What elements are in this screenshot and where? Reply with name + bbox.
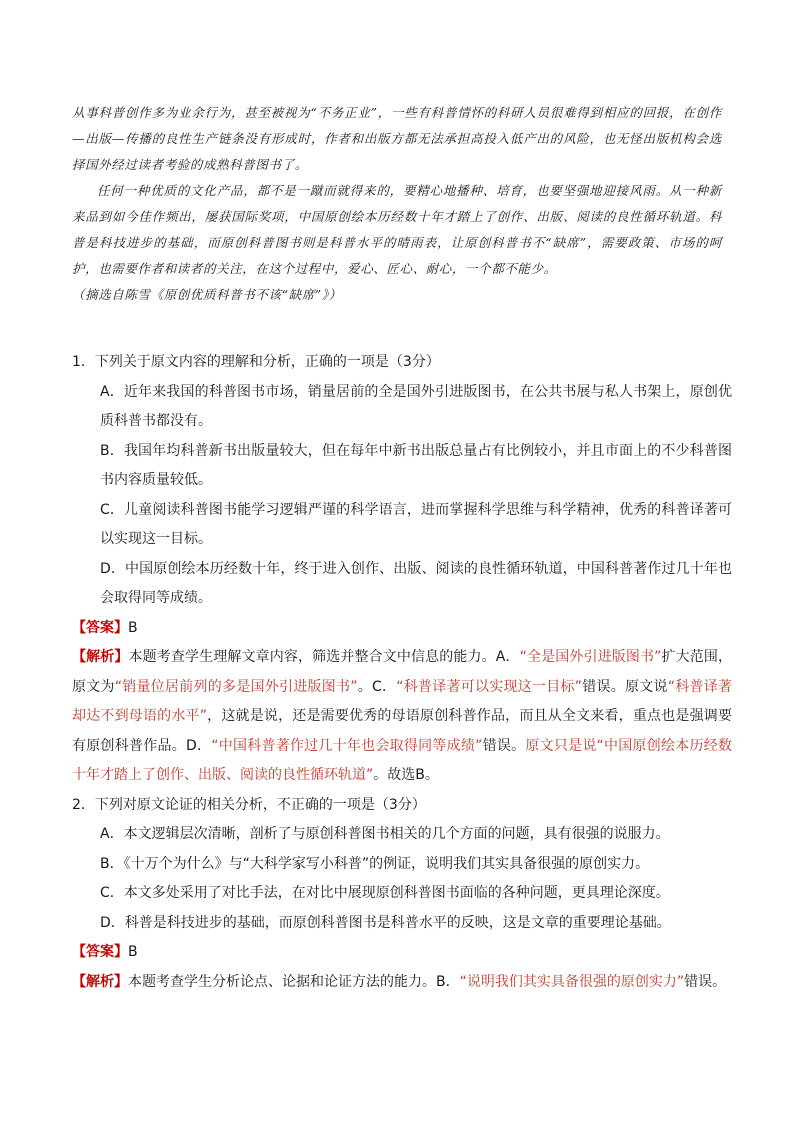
passage-paragraph: 从事科普创作多为业余行为，甚至被视为“不务正业”，一些有科普情怀的科研人员很难得到相应的回报，在创作—出版—传播的良性生产链条没有形成时，作者和出版方都无法承担高投入低产出的风险，也无怪出版机构会选择国外经过读者考验的成熟科普图书了。 xyxy=(72,105,722,172)
analysis-text: 错误。 xyxy=(684,973,727,990)
analysis-text: ，这就是说，还是需要优秀的母语原创科普作品，而且从全文来看，重点也是强调要有原创科普作品。D． xyxy=(72,708,732,754)
question-1-option-b: B．我国年均科普新书出版量较大，但在每年中新书出版总量占有比例较小，并且市面上的不少科普图书内容质量较低。 xyxy=(100,442,732,488)
analysis-tag: 【解析】 xyxy=(72,649,129,665)
analysis-text: 扩大范围，原文为 xyxy=(72,649,733,695)
analysis-quote: “科普译著可以实现这一目标” xyxy=(396,678,582,695)
question-2-option-a: A．本文逻辑层次清晰，剖析了与原创科普图书相关的几个方面的问题，具有很强的说服力。 xyxy=(100,826,670,842)
question-1-answer xyxy=(72,614,732,644)
answer-value: B xyxy=(128,944,138,960)
question-2-analysis xyxy=(72,968,732,998)
analysis-quote: “中国科普著作过几十年也会取得同等成绩” xyxy=(211,737,483,754)
question-1-option-c: C．儿童阅读科普图书能学习逻辑严谨的科学语言，进而掌握科学思维与科学精神，优秀的科普译著可以实现这一目标。 xyxy=(100,501,732,547)
analysis-text: 本题考查学生理解文章内容，筛选并整合文中信息的能力。A． xyxy=(128,649,520,665)
analysis-quote: “全是国外引进版图书” xyxy=(519,649,662,665)
analysis-quote: 原文只是说“中国原创绘本历经数十年才踏上了创作、出版、阅读的良性循环轨道” xyxy=(72,737,733,783)
analysis-quote: “说明我们其实具备很强的原创实力” xyxy=(459,973,685,990)
question-2-option-b: B．《十万个为什么》与“大科学家写小科普”的例证，说明我们其实具备很强的原创实力。 xyxy=(100,855,650,872)
question-1-analysis xyxy=(72,643,732,791)
answer-tag: 【答案】 xyxy=(72,619,128,636)
question-2-option-d: D．科普是科技进步的基础，而原创科普图书是科普水平的反映，这是文章的重要理论基础。 xyxy=(100,914,671,931)
analysis-quote: “销量位居前列的多是国外引进版图书” xyxy=(114,678,358,695)
question-2-option-c: C．本文多处采用了对比手法，在对比中展现原创科普图书面临的各种问题，更具理论深度。 xyxy=(100,885,670,901)
analysis-text: 。故选B。 xyxy=(373,767,439,783)
reading-passage xyxy=(72,100,722,308)
analysis-text: 。C． xyxy=(357,678,397,695)
analysis-text: 错误。 xyxy=(482,737,526,754)
analysis-quote: “科普译著却达不到母语的水平” xyxy=(72,678,732,724)
answer-value: B xyxy=(128,619,138,636)
question-1-option-a: A．近年来我国的科普图书市场，销量居前的全是国外引进版图书，在公共书展与私人书架上，原创优质科普书都没有。 xyxy=(100,383,732,429)
analysis-text: 错误。原文说 xyxy=(582,678,668,695)
question-section xyxy=(72,348,732,997)
analysis-tag: 【解析】 xyxy=(72,973,128,990)
passage-paragraph: 任何一种优质的文化产品，都不是一蹴而就得来的，要精心地播种、培育，也要坚强地迎接风雨。从一种新来品到如今佳作频出，屡获国际奖项，中国原创绘本历经数十年才踏上了创作、出版、阅读的良性循环轨道。科普是科技进步的基础，而原创科普图书则是科普水平的晴雨表，让原创科普书不“缺席”，需要政策、市场的呵护，也需要作者和读者的关注，在这个过程中，爱心、匠心、耐心，一个都不能少。 xyxy=(72,183,722,276)
question-2-answer xyxy=(72,938,732,968)
analysis-text: 本题考查学生分析论点、论据和论证方法的能力。B． xyxy=(128,973,460,990)
question-2-stem: 2．下列对原文论证的相关分析，不正确的一项是（3分） xyxy=(72,796,426,813)
question-1-option-d: D．中国原创绘本历经数十年，终于进入创作、出版、阅读的良性循环轨道，中国科普著作过几十年也会取得同等成绩。 xyxy=(100,560,732,606)
answer-tag: 【答案】 xyxy=(72,944,128,960)
question-1-stem: 1．下列关于原文内容的理解和分析，正确的一项是（3分） xyxy=(72,354,440,370)
passage-citation: （摘选自陈雪《原创优质科普书不该“缺席”》） xyxy=(72,287,342,302)
